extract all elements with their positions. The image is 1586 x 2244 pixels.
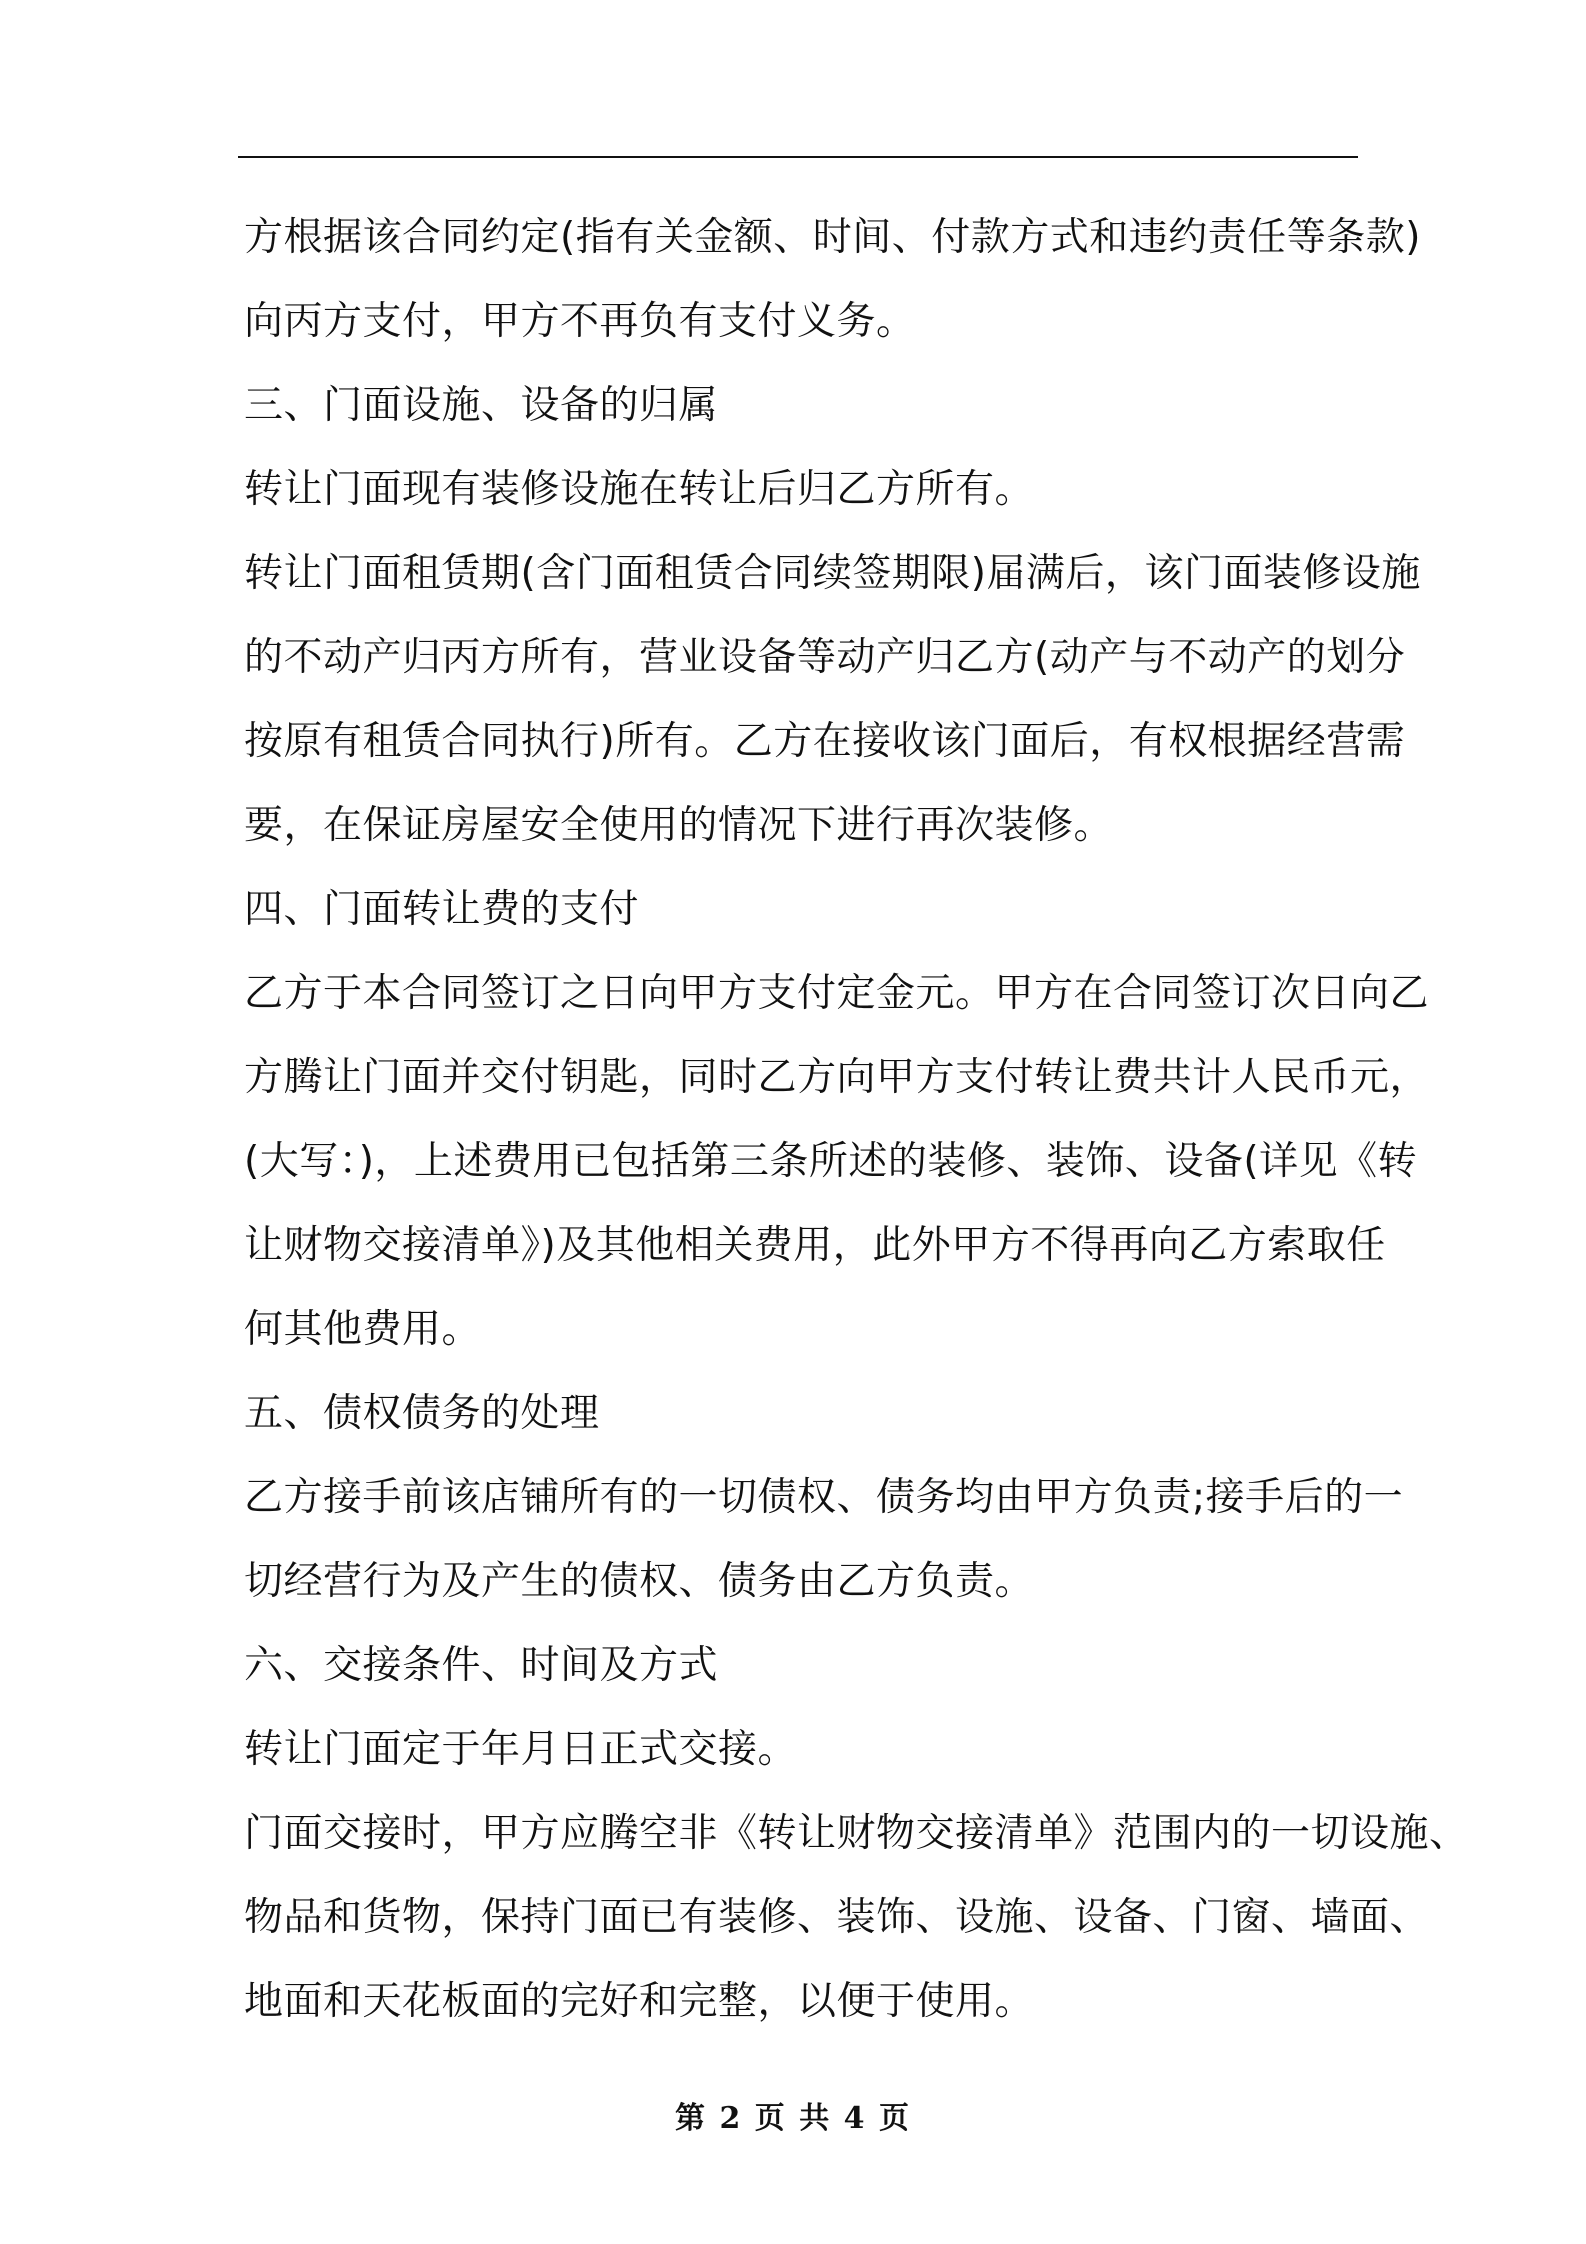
header-rule [238,156,1358,158]
text-line: (大写：)，上述费用已包括第三条所述的装修、装饰、设备(详见《转 [244,1139,1418,1184]
text-line: 转让门面现有装修设施在转让后归乙方所有。 [244,467,1035,512]
text-line: 方腾让门面并交付钥匙，同时乙方向甲方支付转让费共计人民币元， [244,1055,1430,1100]
text-line: 何其他费用。 [244,1307,482,1352]
text-line: 让财物交接清单》)及其他相关费用，此外甲方不得再向乙方索取任 [244,1223,1386,1268]
text-line: 的不动产归丙方所有，营业设备等动产归乙方(动产与不动产的划分 [244,635,1406,680]
text-line: 乙方接手前该店铺所有的一切债权、债务均由甲方负责;接手后的一 [244,1475,1404,1520]
section-heading: 五、债权债务的处理 [244,1391,600,1436]
text-line: 地面和天花板面的完好和完整，以便于使用。 [244,1979,1035,2024]
document-body [244,196,1469,2044]
text-line: 按原有租赁合同执行)所有。乙方在接收该门面后，有权根据经营需 [244,719,1406,764]
text-line: 切经营行为及产生的债权、债务由乙方负责。 [244,1559,1035,1604]
text-line: 物品和货物，保持门面已有装修、装饰、设施、设备、门窗、墙面、 [244,1895,1430,1940]
text-line: 向丙方支付，甲方不再负有支付义务。 [244,299,916,344]
section-heading: 四、门面转让费的支付 [244,887,640,932]
section-heading: 三、门面设施、设备的归属 [244,383,719,428]
text-line: 门面交接时，甲方应腾空非《转让财物交接清单》范围内的一切设施、 [244,1811,1469,1856]
text-line: 方根据该合同约定(指有关金额、时间、付款方式和违约责任等条款) [244,215,1421,260]
section-heading: 六、交接条件、时间及方式 [244,1643,719,1688]
text-line: 要，在保证房屋安全使用的情况下进行再次装修。 [244,803,1114,848]
text-line: 转让门面租赁期(含门面租赁合同续签期限)届满后，该门面装修设施 [244,551,1421,596]
page-number-footer: 第 2 页 共 4 页 [675,2101,911,2136]
text-line: 转让门面定于年月日正式交接。 [244,1727,798,1772]
text-line: 乙方于本合同签订之日向甲方支付定金元。甲方在合同签订次日向乙 [244,971,1430,1016]
